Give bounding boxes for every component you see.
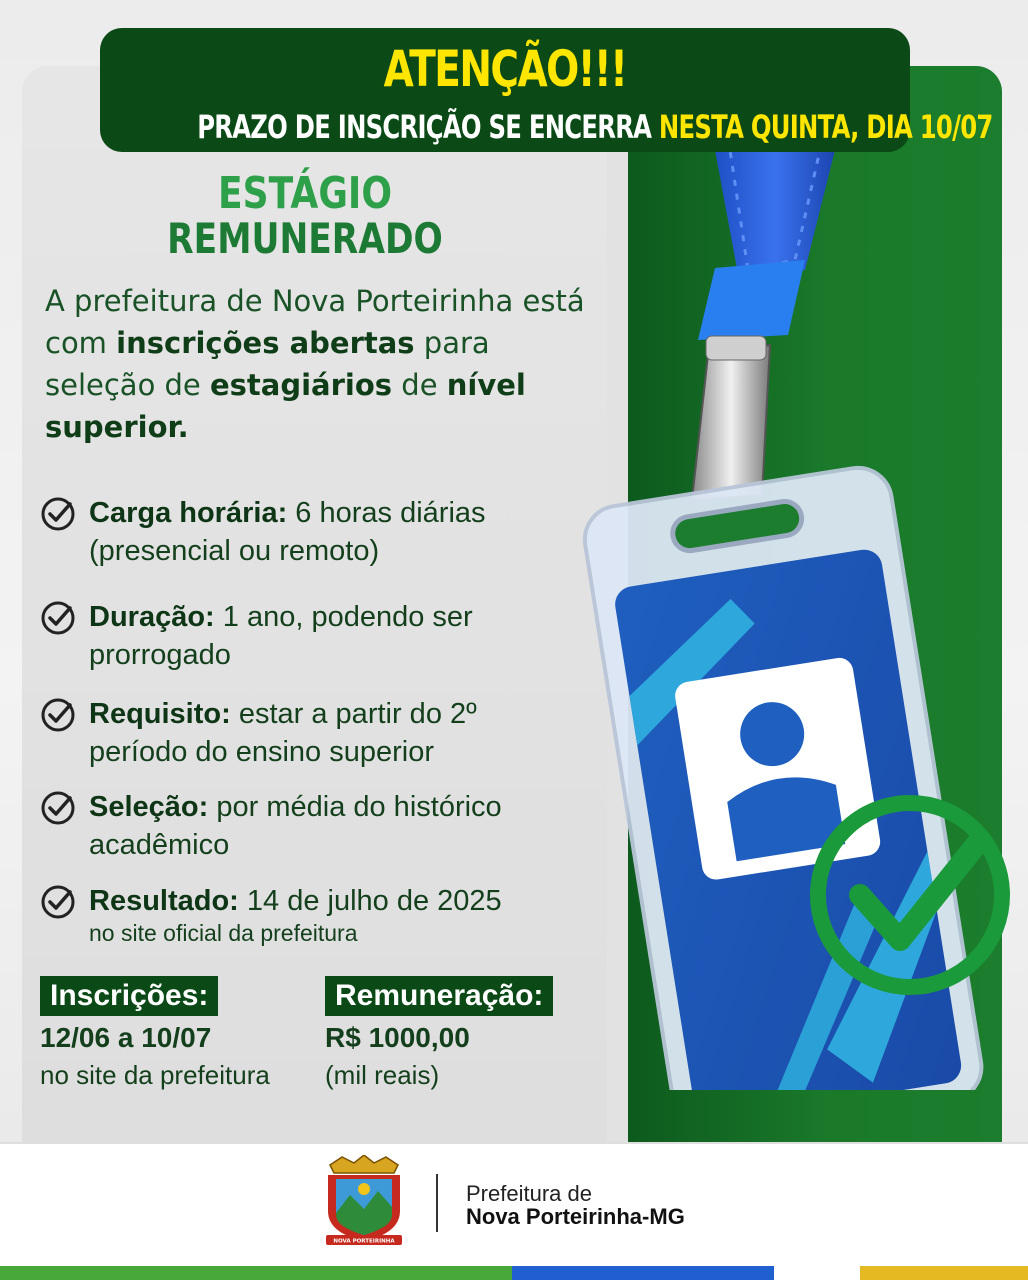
banner-subtitle bbox=[197, 108, 993, 146]
org-name-line1: Prefeitura de bbox=[466, 1181, 592, 1206]
list-item-value: estar a partir do 2º período do ensino superior bbox=[89, 698, 477, 768]
check-circle-icon bbox=[40, 496, 76, 532]
list-item-value: 1 ano, podendo ser prorrogado bbox=[89, 601, 473, 671]
page-title-line2: REMUNERADO bbox=[167, 214, 443, 263]
svg-text:NOVA PORTEIRINHA: NOVA PORTEIRINHA bbox=[333, 1238, 395, 1245]
footer-stripe-green bbox=[0, 1266, 512, 1280]
banner-subtitle-white: PRAZO DE INSCRIÇÃO SE ENCERRA bbox=[197, 108, 652, 146]
inscricoes-label: Inscrições: bbox=[40, 976, 218, 1016]
check-circle-icon bbox=[40, 697, 76, 733]
intro-bold-2: estagiários bbox=[210, 368, 393, 402]
banner-title: ATENÇÃO!!! bbox=[383, 40, 627, 98]
check-circle-icon bbox=[40, 600, 76, 636]
list-item-value: 6 horas diárias (presencial ou remoto) bbox=[89, 497, 486, 567]
intro-text-3: de bbox=[401, 368, 438, 402]
id-badge-icon bbox=[580, 150, 1020, 1090]
list-item-text bbox=[89, 695, 549, 771]
intro-text-2: para seleção de bbox=[45, 326, 490, 402]
list-item-value: por média do histórico acadêmico bbox=[89, 791, 502, 861]
list-item-note: no site oficial da prefeitura bbox=[89, 920, 358, 946]
check-circle-icon bbox=[40, 884, 76, 920]
city-crest-icon bbox=[320, 1155, 408, 1247]
inscricoes-dates: 12/06 a 10/07 bbox=[40, 1022, 212, 1053]
inscricoes-note: no site da prefeitura bbox=[40, 1060, 270, 1090]
list-item-label: Resultado: bbox=[89, 885, 239, 917]
list-item-label: Requisito: bbox=[89, 698, 231, 730]
footer-separator bbox=[0, 1142, 1028, 1144]
footer-stripe-white bbox=[774, 1266, 860, 1280]
remuneracao-value: R$ 1000,00 bbox=[325, 1022, 470, 1053]
list-item-label: Duração: bbox=[89, 601, 215, 633]
intro-bold-1: inscrições abertas bbox=[116, 326, 415, 360]
deadline-banner bbox=[100, 28, 993, 152]
footer-stripe-blue bbox=[512, 1266, 774, 1280]
list-item-label: Carga horária: bbox=[89, 497, 288, 529]
check-circle-icon bbox=[40, 790, 76, 826]
list-item-text bbox=[89, 598, 559, 674]
footer-stripe-yellow bbox=[860, 1266, 1028, 1280]
footer-divider bbox=[436, 1174, 438, 1232]
banner-subtitle-yellow: NESTA QUINTA, DIA 10/07 bbox=[658, 108, 993, 146]
intro-text-1: A prefeitura de Nova Porteirinha está com bbox=[45, 284, 585, 360]
intro-bold-3: nível superior. bbox=[45, 368, 526, 444]
intro-paragraph bbox=[45, 280, 605, 448]
list-item-value: 14 de julho de 2025 bbox=[246, 885, 502, 917]
list-item-text bbox=[89, 788, 589, 864]
list-item-text bbox=[89, 494, 609, 570]
list-item-text bbox=[89, 882, 609, 946]
page-title-line1: ESTÁGIO bbox=[217, 168, 393, 219]
list-item-label: Seleção: bbox=[89, 791, 209, 823]
org-name-line2: Nova Porteirinha-MG bbox=[466, 1204, 685, 1229]
remuneracao-label: Remuneração: bbox=[325, 976, 553, 1016]
remuneracao-note: (mil reais) bbox=[325, 1060, 440, 1090]
